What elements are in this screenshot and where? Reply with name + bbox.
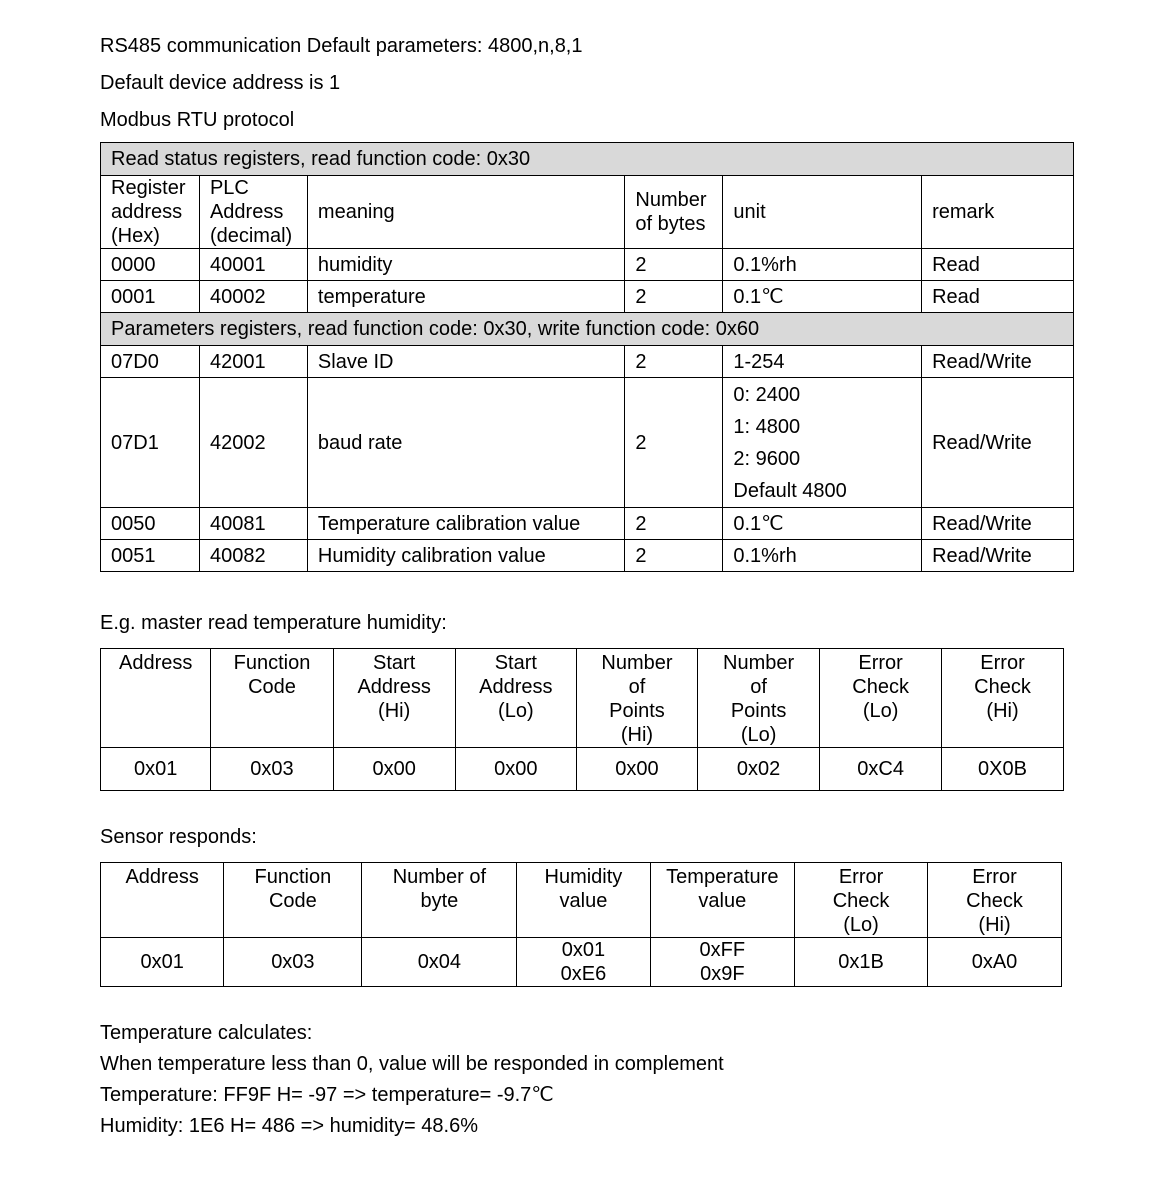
cell-meaning: Slave ID: [307, 346, 625, 378]
calc-temperature-example: Temperature: FF9F H= -97 => temperature= -9.7℃: [100, 1084, 554, 1106]
cell-meaning: humidity: [307, 249, 625, 281]
header-remark: remark: [922, 176, 1074, 249]
cell-unit: 0.1%rh: [723, 249, 922, 281]
intro-line-rs485: RS485 communication Default parameters: 4800,n,8,1: [100, 35, 583, 57]
frame-value-cell: 0x04: [362, 938, 517, 987]
cell-plc: 40002: [199, 281, 307, 313]
frame-header-cell: Number of Points (Lo): [698, 649, 820, 748]
frame-value-cell: 0x00: [455, 748, 576, 791]
cell-reg: 07D1: [101, 378, 200, 508]
frame-header-cell: Error Check (Lo): [795, 863, 928, 938]
table-row: [101, 249, 1074, 281]
intro-line-address: Default device address is 1: [100, 72, 341, 94]
cell-reg: 0050: [101, 508, 200, 540]
register-table: [100, 142, 1074, 572]
cell-meaning: baud rate: [307, 378, 625, 508]
section-title: Read status registers, read function code: 0x30: [101, 143, 1074, 176]
header-unit: unit: [723, 176, 922, 249]
cell-remark: Read: [922, 249, 1074, 281]
response-value-row: [101, 938, 1062, 987]
frame-header-cell: Start Address (Hi): [333, 649, 455, 748]
frame-header-cell: Address: [101, 649, 211, 748]
cell-bytes: 2: [625, 281, 723, 313]
frame-header-cell: Temperature value: [650, 863, 795, 938]
cell-remark: Read/Write: [922, 508, 1074, 540]
calc-complement-note: When temperature less than 0, value will be responded in complement: [100, 1053, 724, 1075]
frame-value-cell: 0x01: [101, 938, 224, 987]
table-row: [101, 378, 1074, 508]
calc-title: Temperature calculates:: [100, 1022, 313, 1044]
cell-meaning: Temperature calibration value: [307, 508, 625, 540]
intro-line-protocol: Modbus RTU protocol: [100, 109, 295, 131]
frame-header-cell: Function Code: [224, 863, 362, 938]
cell-remark: Read/Write: [922, 540, 1074, 572]
frame-value-cell: 0X0B: [942, 748, 1064, 791]
response-frame-table: [100, 862, 1062, 987]
frame-value-cell: 0x01 0xE6: [517, 938, 650, 987]
header-meaning: meaning: [307, 176, 625, 249]
cell-reg: 0000: [101, 249, 200, 281]
request-frame-table: [100, 648, 1064, 791]
frame-value-cell: 0x00: [576, 748, 697, 791]
section-title: Parameters registers, read function code: 0x30, write function code: 0x60: [101, 313, 1074, 346]
frame-value-cell: 0x03: [211, 748, 333, 791]
frame-header-cell: Error Check (Lo): [820, 649, 942, 748]
header-plc-address: PLC Address (decimal): [199, 176, 307, 249]
cell-remark: Read/Write: [922, 346, 1074, 378]
response-header-row: [101, 863, 1062, 938]
cell-bytes: 2: [625, 508, 723, 540]
cell-plc: 40082: [199, 540, 307, 572]
header-register-address: Register address (Hex): [101, 176, 200, 249]
cell-plc: 42002: [199, 378, 307, 508]
frame-header-cell: Error Check (Hi): [928, 863, 1062, 938]
frame-value-cell: 0x00: [333, 748, 455, 791]
table-row: [101, 281, 1074, 313]
frame-header-cell: Number of byte: [362, 863, 517, 938]
cell-unit-baud-options: 0: 2400 1: 4800 2: 9600 Default 4800: [723, 378, 922, 508]
frame-value-cell: 0xFF 0x9F: [650, 938, 795, 987]
frame-value-cell: 0x01: [101, 748, 211, 791]
cell-bytes: 2: [625, 378, 723, 508]
frame-header-cell: Humidity value: [517, 863, 650, 938]
cell-plc: 40081: [199, 508, 307, 540]
cell-plc: 40001: [199, 249, 307, 281]
cell-bytes: 2: [625, 540, 723, 572]
cell-unit: 0.1%rh: [723, 540, 922, 572]
cell-reg: 0001: [101, 281, 200, 313]
frame-value-cell: 0x02: [698, 748, 820, 791]
section-header-parameters: [101, 313, 1074, 346]
cell-unit: 0.1℃: [723, 281, 922, 313]
frame-value-cell: 0x03: [224, 938, 362, 987]
request-title: E.g. master read temperature humidity:: [100, 612, 447, 634]
request-value-row: [101, 748, 1064, 791]
section-header-status: [101, 143, 1074, 176]
request-header-row: [101, 649, 1064, 748]
table-row: [101, 346, 1074, 378]
response-title: Sensor responds:: [100, 826, 257, 848]
cell-reg: 07D0: [101, 346, 200, 378]
cell-unit: 0.1℃: [723, 508, 922, 540]
cell-remark: Read/Write: [922, 378, 1074, 508]
cell-plc: 42001: [199, 346, 307, 378]
frame-header-cell: Address: [101, 863, 224, 938]
cell-meaning: temperature: [307, 281, 625, 313]
table-row: [101, 508, 1074, 540]
frame-value-cell: 0xC4: [820, 748, 942, 791]
frame-header-cell: Number of Points (Hi): [576, 649, 697, 748]
calc-humidity-example: Humidity: 1E6 H= 486 => humidity= 48.6%: [100, 1115, 478, 1137]
frame-header-cell: Error Check (Hi): [942, 649, 1064, 748]
cell-unit: 1-254: [723, 346, 922, 378]
header-bytes: Number of bytes: [625, 176, 723, 249]
frame-header-cell: Function Code: [211, 649, 333, 748]
cell-reg: 0051: [101, 540, 200, 572]
cell-bytes: 2: [625, 249, 723, 281]
frame-value-cell: 0xA0: [928, 938, 1062, 987]
cell-remark: Read: [922, 281, 1074, 313]
register-table-header: [101, 176, 1074, 249]
table-row: [101, 540, 1074, 572]
frame-value-cell: 0x1B: [795, 938, 928, 987]
frame-header-cell: Start Address (Lo): [455, 649, 576, 748]
cell-bytes: 2: [625, 346, 723, 378]
cell-meaning: Humidity calibration value: [307, 540, 625, 572]
